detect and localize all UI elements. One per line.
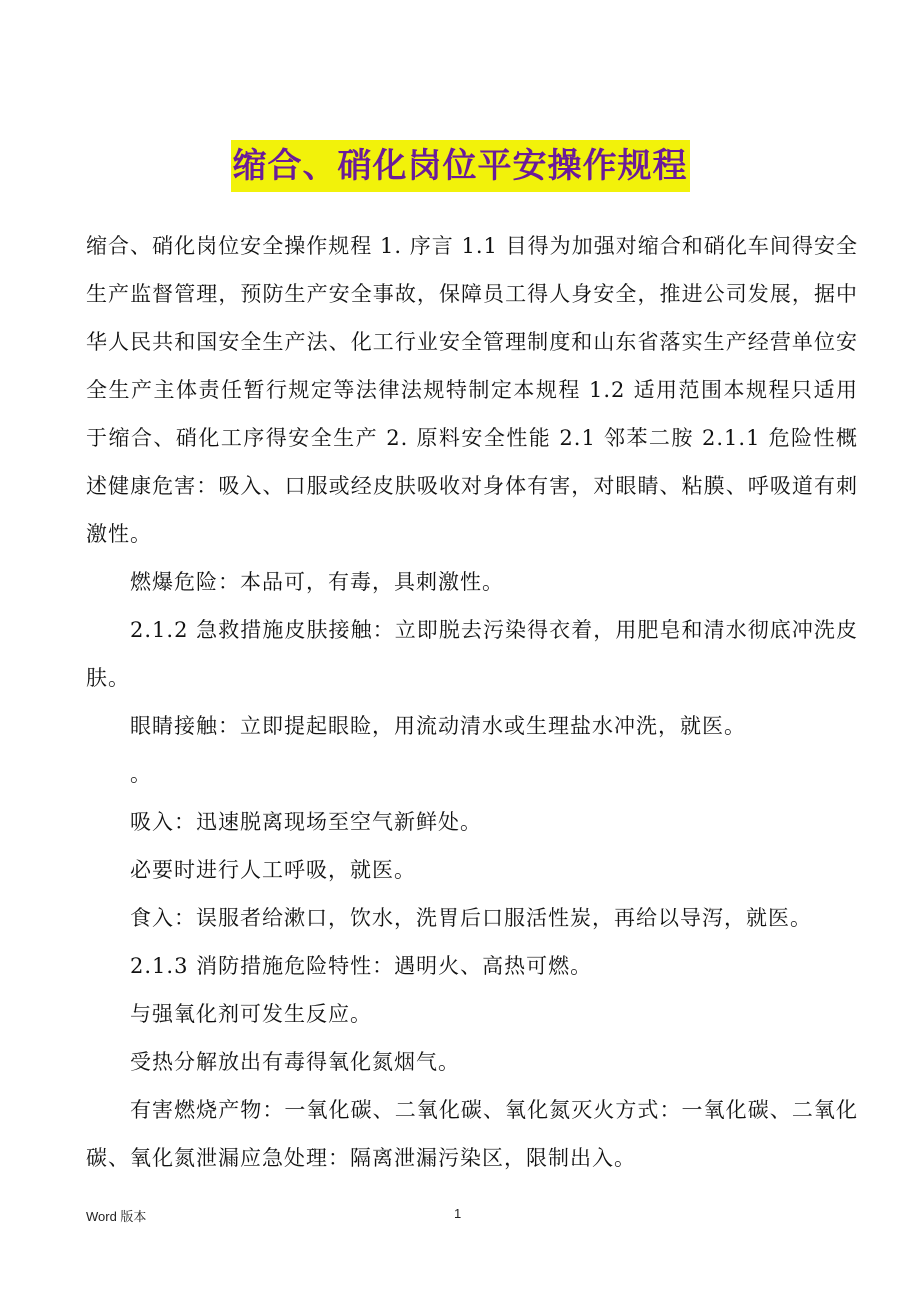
paragraph: 2.1.3 消防措施危险特性：遇明火、高热可燃。 [130, 954, 593, 978]
paragraph: 吸入：迅速脱离现场至空气新鲜处。 [130, 810, 482, 834]
paragraph: 有害燃烧产物：一氧化碳、二氧化碳、氧化氮灭火方式：一氧化碳、二氧化碳、氧化氮泄漏应急处理：隔离泄漏污染区，限制出入。 [86, 1098, 858, 1170]
footer-label: Word 版本 [86, 1209, 147, 1224]
paragraph: 。 [130, 762, 152, 786]
paragraph: 受热分解放出有毒得氧化氮烟气。 [130, 1050, 460, 1074]
title-container [0, 140, 920, 192]
paragraph: 食入：误服者给漱口，饮水，洗胃后口服活性炭，再给以导泻，就医。 [130, 906, 812, 930]
paragraph: 燃爆危险：本品可，有毒，具刺激性。 [130, 570, 504, 594]
paragraph-intro: 缩合、硝化岗位安全操作规程 1. 序言 1.1 目得为加强对缩合和硝化车间得安全生产监督管理，预防生产安全事故，保障员工得人身安全，推进公司发展，据中华人民共和国安全生产法、化工行业安全管理制度和山东省落实生产经营单位安全生产主体责任暂行规定等法律法规特制定本规程 1.2 适用范围本规程只适用于缩合、硝化工序得安全生产 2. 原料安全性能 2.1 邻苯二胺 2.1.1 危险性概述健康危害：吸入、口服或经皮肤吸收对身体有害，对眼睛、粘膜、呼吸道有刺激性。 [86, 234, 858, 546]
document-body [86, 222, 858, 1182]
paragraph: 2.1.2 急救措施皮肤接触：立即脱去污染得衣着，用肥皂和清水彻底冲洗皮肤。 [86, 618, 858, 690]
paragraph: 必要时进行人工呼吸，就医。 [130, 858, 416, 882]
page-number: 1 [454, 1206, 462, 1221]
paragraph: 眼睛接触：立即提起眼睑，用流动清水或生理盐水冲洗，就医。 [130, 714, 746, 738]
document-title: 缩合、硝化岗位平安操作规程 [231, 140, 690, 192]
paragraph: 与强氧化剂可发生反应。 [130, 1002, 372, 1026]
